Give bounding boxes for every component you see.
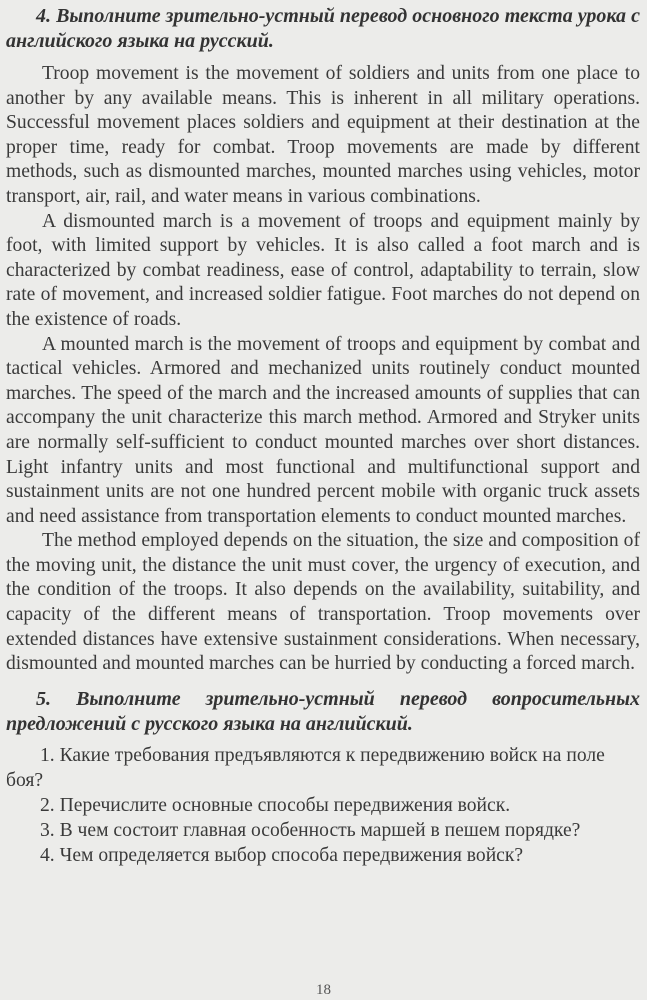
document-page — [6, 4, 640, 868]
question-item: 2. Перечислите основные способы передвижения войск. — [40, 794, 511, 816]
section-4-heading: 4. Выполните зрительно-устный перевод основного текста урока с английского языка на русский. — [6, 5, 640, 52]
question-item: 1. Какие требования предъявляются к передвижению войск на поле боя? — [6, 744, 605, 791]
paragraph: A dismounted march is a movement of troops and equipment mainly by foot, with limited support by vehicles. It is also called a foot march and is characterized by combat readiness, ease of control, adaptability to terrain, slow rate of movement, and increased soldier fatigue. Foot marches do not depend on the existence of roads. — [6, 210, 640, 330]
question-item: 3. В чем состоит главная особенность маршей в пешем порядке? — [40, 819, 581, 841]
question-list — [6, 743, 640, 868]
section-5-heading: 5. Выполните зрительно-устный перевод вопросительных предложений с русского языка на английский. — [6, 687, 640, 735]
paragraph: A mounted march is the movement of troops and equipment by combat and tactical vehicles. Armored and mechanized units routinely conduct mounted marches. The speed of the march and the increased amounts of supplies that can accompany the unit characterize this march method. Armored and Stryker units are normally self-sufficient to conduct mounted marches over short distances. Light infantry units and most functional and multifunctional support and sustainment units are not one hundred percent mobile with organic truck assets and need assistance from transportation elements to conduct mounted marches. — [6, 333, 640, 527]
paragraph: Troop movement is the movement of soldiers and units from one place to another by any available means. This is inherent in all military operations. Successful movement places soldiers and equipment at their destination at the proper time, ready for combat. Troop movements are made by different methods, such as dismounted marches, mounted marches using vehicles, motor transport, air, rail, and water means in various combinations. — [6, 63, 640, 207]
paragraph: The method employed depends on the situation, the size and composition of the moving unit, the distance the unit must cover, the urgency of execution, and the condition of the troops. It also depends on the availability, suitability, and capacity of the different means of transportation. Troop movements over extended distances have extensive sustainment considerations. When necessary, dismounted and mounted marches can be hurried by conducting a forced march. — [6, 530, 640, 675]
question-item: 4. Чем определяется выбор способа передвижения войск? — [40, 844, 524, 866]
main-text — [6, 62, 640, 677]
page-number: 18 — [316, 982, 331, 998]
